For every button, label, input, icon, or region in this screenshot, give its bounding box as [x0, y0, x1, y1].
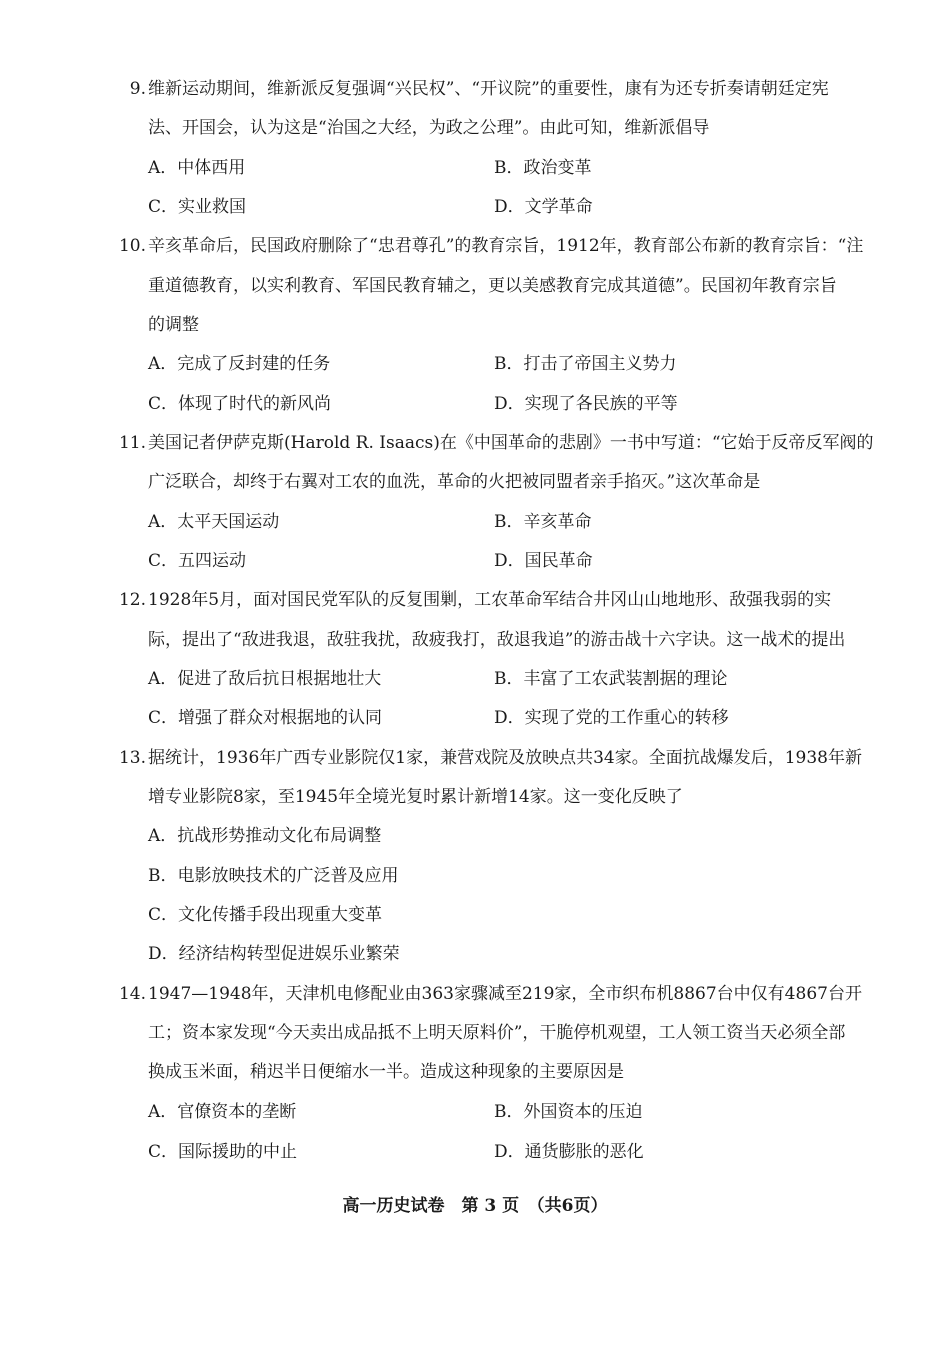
- option-b: B．丰富了工农武装割据的理论: [494, 669, 728, 689]
- option-d: D．通货膨胀的恶化: [494, 1142, 644, 1162]
- question-text-line: 维新运动期间，维新派反复强调“兴民权”、“开议院”的重要性，康有为还专折奏请朝廷定宪: [148, 79, 829, 99]
- question-number: 11.: [118, 433, 146, 453]
- option-c: C．实业救国: [148, 197, 247, 217]
- question-number: 13.: [118, 748, 146, 768]
- option-b: B．政治变革: [494, 158, 592, 178]
- option-d: D．实现了党的工作重心的转移: [494, 708, 729, 728]
- option-b: B．辛亥革命: [494, 512, 592, 532]
- option-a: A．官僚资本的垄断: [148, 1102, 297, 1122]
- page-footer: 高一历史试卷 第 3 页 （共6页）: [342, 1196, 608, 1216]
- question-text-line: 工；资本家发现“今天卖出成品抵不上明天原料价”，干脆停机观望，工人领工资当天必须全部: [148, 1023, 846, 1043]
- question-number: 10.: [118, 236, 146, 256]
- question-number: 14.: [118, 984, 146, 1004]
- question-text-line: 据统计，1936年广西专业影院仅1家，兼营戏院及放映点共34家。全面抗战爆发后，1938年新: [148, 748, 862, 768]
- option-d: D．实现了各民族的平等: [494, 394, 678, 414]
- option-d: D．文学革命: [494, 197, 593, 217]
- option-d: D．国民革命: [494, 551, 593, 571]
- question-text-line: 增专业影院8家，至1945年全境光复时累计新增14家。这一变化反映了: [148, 787, 683, 807]
- question-text-line: 重道德教育，以实利教育、军国民教育辅之，更以美感教育完成其道德”。民国初年教育宗旨: [148, 276, 837, 296]
- option-c: C．增强了群众对根据地的认同: [148, 708, 383, 728]
- option-a: A．促进了敌后抗日根据地壮大: [148, 669, 382, 689]
- question-text-line: 法、开国会，认为这是“治国之大经，为政之公理”。由此可知，维新派倡导: [148, 118, 710, 138]
- option-c: C．国际援助的中止: [148, 1142, 298, 1162]
- option-c: C．体现了时代的新风尚: [148, 394, 332, 414]
- option-b: B．电影放映技术的广泛普及应用: [148, 866, 399, 886]
- question-number: 9.: [129, 79, 146, 99]
- question-text-line: 1928年5月，面对国民党军队的反复围剿，工农革命军结合井冈山山地地形、敌强我弱的实: [148, 590, 832, 610]
- option-d: D．经济结构转型促进娱乐业繁荣: [148, 944, 400, 964]
- question-text-line: 广泛联合，却终于右翼对工农的血洗，革命的火把被同盟者亲手掐灭。”这次革命是: [148, 472, 761, 492]
- question-text-line: 美国记者伊萨克斯(Harold R. Isaacs)在《中国革命的悲剧》一书中写道：“它始于反帝反军阀的: [148, 433, 874, 453]
- question-text-line: 辛亥革命后，民国政府删除了“忠君尊孔”的教育宗旨，1912年，教育部公布新的教育宗旨：“注: [148, 236, 864, 256]
- question-text-line: 际，提出了“敌进我退，敌驻我扰，敌疲我打，敌退我追”的游击战十六字诀。这一战术的提出: [148, 630, 846, 650]
- option-a: A．抗战形势推动文化布局调整: [148, 826, 382, 846]
- option-b: B．外国资本的压迫: [494, 1102, 643, 1122]
- option-b: B．打击了帝国主义势力: [494, 354, 677, 374]
- option-a: A．完成了反封建的任务: [148, 354, 331, 374]
- question-text-line: 换成玉米面，稍迟半日便缩水一半。造成这种现象的主要原因是: [148, 1062, 624, 1082]
- option-c: C．五四运动: [148, 551, 247, 571]
- option-a: A．太平天国运动: [148, 512, 280, 532]
- option-a: A．中体西用: [148, 158, 246, 178]
- question-number: 12.: [118, 590, 146, 610]
- question-text-line: 的调整: [148, 315, 199, 335]
- option-c: C．文化传播手段出现重大变革: [148, 905, 383, 925]
- question-text-line: 1947—1948年，天津机电修配业由363家骤减至219家，全市织布机8867台中仅有4867台开: [148, 984, 862, 1004]
